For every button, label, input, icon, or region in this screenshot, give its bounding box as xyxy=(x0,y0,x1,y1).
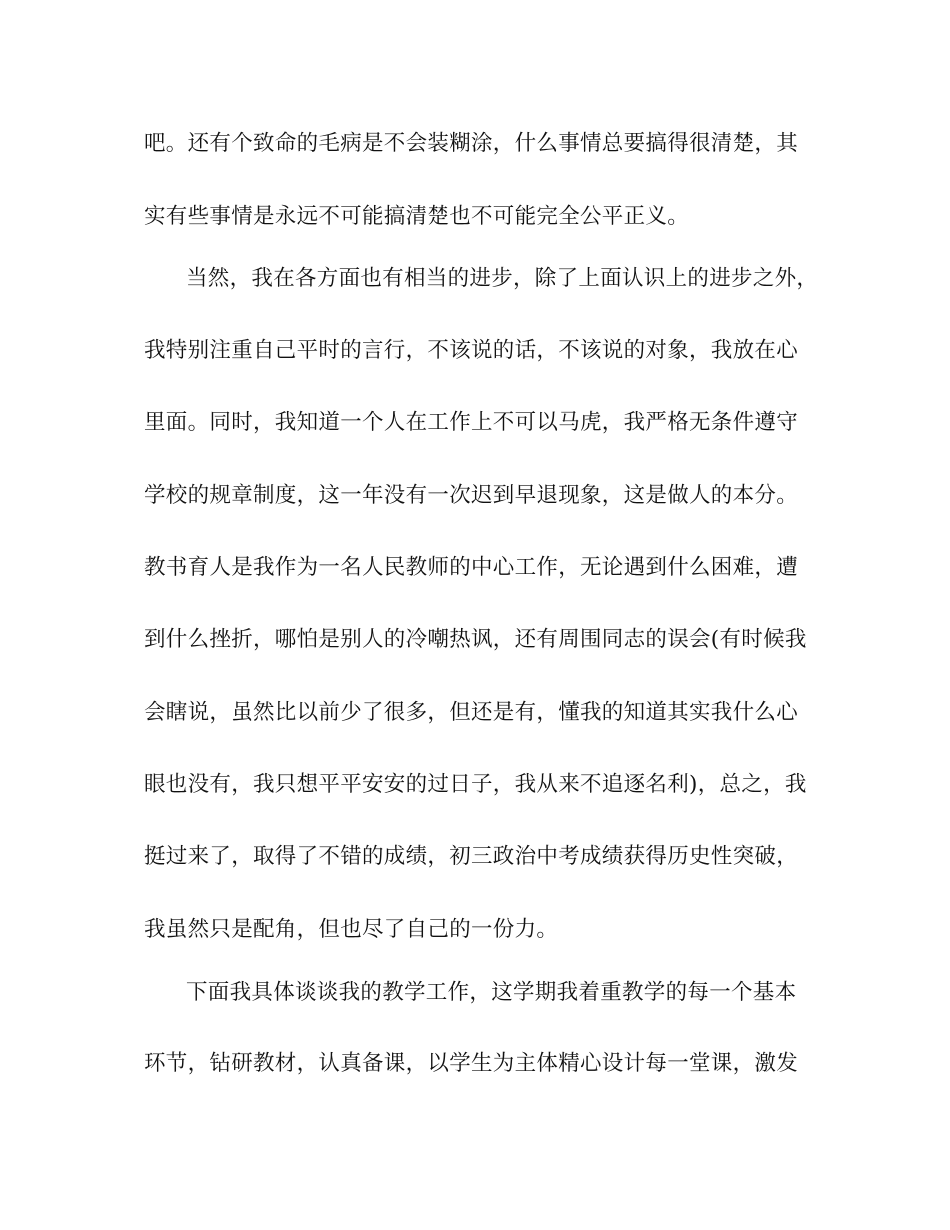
text-line: 里面。同时，我知道一个人在工作上不可以马虎，我严格无条件遵守 xyxy=(144,410,799,435)
text-line: 到什么挫折，哪怕是别人的冷嘲热讽，还有周围同志的误会(有时候我 xyxy=(144,627,807,652)
paragraph-start-line: 当然，我在各方面也有相当的进步，除了上面认识上的进步之外， xyxy=(186,266,819,291)
text-line: 教书育人是我作为一名人民教师的中心工作，无论遇到什么困难，遭 xyxy=(144,555,799,580)
text-line: 环节，钻研教材，认真备课，以学生为主体精心设计每一堂课，激发 xyxy=(144,1051,799,1076)
text-line: 学校的规章制度，这一年没有一次迟到早退现象，这是做人的本分。 xyxy=(144,483,799,508)
text-line: 挺过来了，取得了不错的成绩，初三政治中考成绩获得历史性突破， xyxy=(144,844,799,869)
text-line: 我虽然只是配角，但也尽了自己的一份力。 xyxy=(144,917,559,942)
text-line: 实有些事情是永远不可能搞清楚也不可能完全公平正义。 xyxy=(144,204,690,229)
text-line: 我特别注重自己平时的言行，不该说的话，不该说的对象，我放在心 xyxy=(144,338,799,363)
text-line: 吧。还有个致命的毛病是不会装糊涂，什么事情总要搞得很清楚，其 xyxy=(144,131,799,156)
text-line: 会瞎说，虽然比以前少了很多，但还是有，懂我的知道其实我什么心 xyxy=(144,700,799,725)
paragraph-start-line: 下面我具体谈谈我的教学工作，这学期我着重教学的每一个基本 xyxy=(186,980,797,1005)
text-line: 眼也没有，我只想平平安安的过日子，我从来不追逐名利)，总之，我 xyxy=(144,772,807,797)
